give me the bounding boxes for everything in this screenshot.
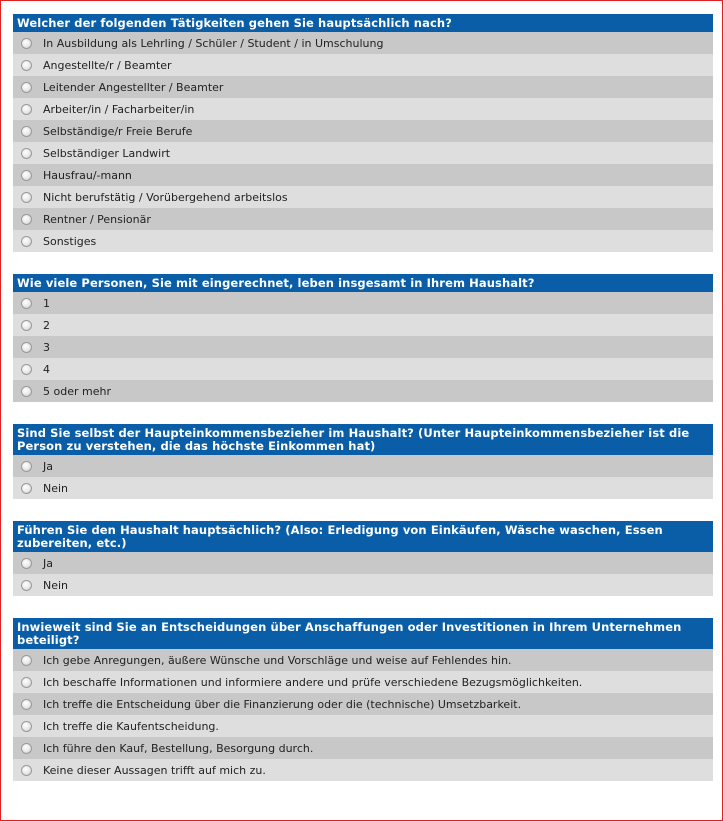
option-row[interactable]	[13, 32, 713, 54]
option-row[interactable]	[13, 455, 713, 477]
option-row[interactable]	[13, 164, 713, 186]
radio-button[interactable]	[21, 721, 32, 732]
option-row[interactable]	[13, 336, 713, 358]
option-row[interactable]	[13, 477, 713, 499]
option-label: Ich gebe Anregungen, äußere Wünsche und Vorschläge und weise auf Fehlendes hin.	[43, 653, 512, 667]
option-label: Ja	[43, 459, 53, 473]
option-row[interactable]	[13, 737, 713, 759]
radio-button[interactable]	[21, 743, 32, 754]
radio-button[interactable]	[21, 320, 32, 331]
radio-button[interactable]	[21, 170, 32, 181]
radio-button[interactable]	[21, 214, 32, 225]
option-row[interactable]	[13, 230, 713, 252]
option-label: Rentner / Pensionär	[43, 212, 151, 226]
question-title: Wie viele Personen, Sie mit eingerechnet, leben insgesamt in Ihrem Haushalt?	[13, 274, 713, 292]
question-title: Sind Sie selbst der Haupteinkommensbezieher im Haushalt? (Unter Haupteinkommensbezieher ist die Person zu verstehen, die das höchste Einkommen hat)	[13, 424, 713, 455]
option-row[interactable]	[13, 380, 713, 402]
option-row[interactable]	[13, 208, 713, 230]
option-label: Ja	[43, 556, 53, 570]
option-label: In Ausbildung als Lehrling / Schüler / Student / in Umschulung	[43, 36, 384, 50]
radio-button[interactable]	[21, 342, 32, 353]
option-label: Selbständige/r Freie Berufe	[43, 124, 193, 138]
option-row[interactable]	[13, 98, 713, 120]
radio-button[interactable]	[21, 677, 32, 688]
option-row[interactable]	[13, 314, 713, 336]
option-label: 5 oder mehr	[43, 384, 111, 398]
option-row[interactable]	[13, 358, 713, 380]
radio-button[interactable]	[21, 699, 32, 710]
option-row[interactable]	[13, 715, 713, 737]
option-row[interactable]	[13, 649, 713, 671]
option-row[interactable]	[13, 186, 713, 208]
radio-button[interactable]	[21, 236, 32, 247]
option-label: Ich beschaffe Informationen und informiere andere und prüfe verschiedene Bezugsmöglichkeiten.	[43, 675, 583, 689]
option-label: 1	[43, 296, 50, 310]
option-row[interactable]	[13, 292, 713, 314]
question-main-earner	[13, 424, 713, 499]
option-label: Nein	[43, 481, 69, 495]
option-row[interactable]	[13, 54, 713, 76]
option-label: Arbeiter/in / Facharbeiter/in	[43, 102, 195, 116]
option-label: Nein	[43, 578, 69, 592]
radio-button[interactable]	[21, 126, 32, 137]
radio-button[interactable]	[21, 364, 32, 375]
radio-button[interactable]	[21, 580, 32, 591]
option-row[interactable]	[13, 552, 713, 574]
option-row[interactable]	[13, 693, 713, 715]
question-title: Führen Sie den Haushalt hauptsächlich? (Also: Erledigung von Einkäufen, Wäsche waschen, Essen zubereiten, etc.)	[13, 521, 713, 552]
option-label: 2	[43, 318, 50, 332]
question-title: Welcher der folgenden Tätigkeiten gehen Sie hauptsächlich nach?	[13, 14, 713, 32]
radio-button[interactable]	[21, 82, 32, 93]
option-label: Hausfrau/-mann	[43, 168, 132, 182]
option-row[interactable]	[13, 671, 713, 693]
option-row[interactable]	[13, 76, 713, 98]
radio-button[interactable]	[21, 298, 32, 309]
option-label: Selbständiger Landwirt	[43, 146, 171, 160]
option-label: Ich treffe die Kaufentscheidung.	[43, 719, 219, 733]
question-purchase-decisions	[13, 618, 713, 781]
survey-form	[13, 14, 713, 803]
question-occupation	[13, 14, 713, 252]
radio-button[interactable]	[21, 104, 32, 115]
radio-button[interactable]	[21, 655, 32, 666]
option-row[interactable]	[13, 574, 713, 596]
radio-button[interactable]	[21, 765, 32, 776]
radio-button[interactable]	[21, 38, 32, 49]
question-household-size	[13, 274, 713, 402]
option-label: 4	[43, 362, 50, 376]
option-label: Ich treffe die Entscheidung über die Finanzierung oder die (technische) Umsetzbarkeit.	[43, 697, 522, 711]
option-label: Sonstiges	[43, 234, 97, 248]
radio-button[interactable]	[21, 386, 32, 397]
question-household-management	[13, 521, 713, 596]
radio-button[interactable]	[21, 461, 32, 472]
question-title: Inwieweit sind Sie an Entscheidungen über Anschaffungen oder Investitionen in Ihrem Unternehmen beteiligt?	[13, 618, 713, 649]
option-label: Keine dieser Aussagen trifft auf mich zu.	[43, 763, 266, 777]
option-label: Angestellte/r / Beamter	[43, 58, 172, 72]
option-label: Ich führe den Kauf, Bestellung, Besorgung durch.	[43, 741, 314, 755]
option-row[interactable]	[13, 120, 713, 142]
radio-button[interactable]	[21, 558, 32, 569]
radio-button[interactable]	[21, 192, 32, 203]
option-row[interactable]	[13, 142, 713, 164]
option-label: Nicht berufstätig / Vorübergehend arbeitslos	[43, 190, 288, 204]
option-row[interactable]	[13, 759, 713, 781]
option-label: Leitender Angestellter / Beamter	[43, 80, 224, 94]
option-label: 3	[43, 340, 50, 354]
radio-button[interactable]	[21, 483, 32, 494]
radio-button[interactable]	[21, 60, 32, 71]
radio-button[interactable]	[21, 148, 32, 159]
